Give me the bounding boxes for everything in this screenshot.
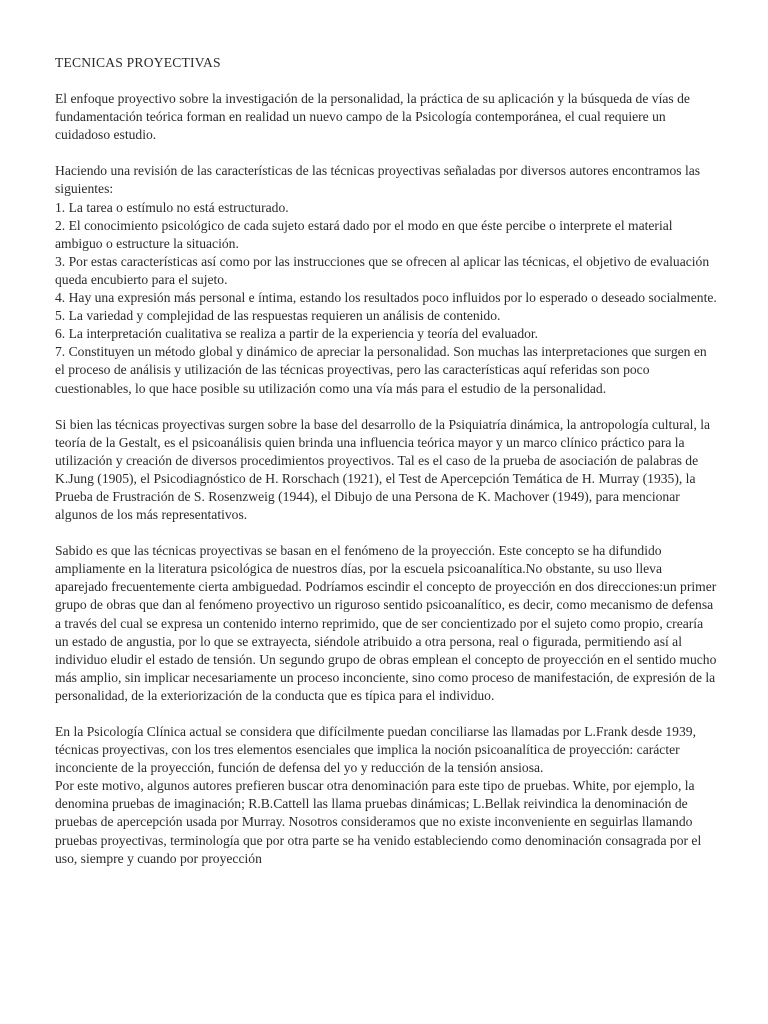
list-item: 2. El conocimiento psicológico de cada sujeto estará dado por el modo en que éste percibe o interprete el material ambiguo o estructure la situación. xyxy=(55,217,673,251)
list-item: 5. La variedad y complejidad de las respuestas requieren un análisis de contenido. xyxy=(55,308,501,324)
list-item: 3. Por estas características así como por las instrucciones que se ofrecen al aplicar las técnicas, el objetivo de evaluación queda encubierto para el sujeto. xyxy=(55,253,710,287)
list-item: 1. La tarea o estímulo no está estructurado. xyxy=(55,199,289,215)
characteristics-section xyxy=(55,162,717,397)
paragraph-origins: Si bien las técnicas proyectivas surgen sobre la base del desarrollo de la Psiquiatría dinámica, la antropología cultural, la teoría de la Gestalt, es el psicoanálisis quien brinda una influencia teórica mayor y un marco clínico práctico para la utilización y creación de diversos procedimientos proyectivos. Tal es el caso de la prueba de asociación de palabras de K.Jung (1905), el Psicodiagnóstico de H. Rorschach (1921), el Test de Apercepción Temática de H. Murray (1935), la Prueba de Frustración de S. Rosenzweig (1944), el Dibujo de una Persona de K. Machover (1949), para mencionar algunos de los más representativos. xyxy=(55,416,711,523)
paragraph-denomination: Por este motivo, algunos autores prefieren buscar otra denominación para este tipo de pruebas. White, por ejemplo, la denomina pruebas de imaginación; R.B.Cattell las llama pruebas dinámicas; L.Bellak reivindica la denominación de pruebas de apercepción usada por Murray. Nosotros consideramos que no existe inconveniente en seguirlas llamando pruebas proyectivas, terminología que por otra parte se ha venido estableciendo como denominación consagrada por el uso, siempre y cuando por proyección xyxy=(55,778,702,866)
paragraph-clinical: En la Psicología Clínica actual se considera que difícilmente puedan conciliarse las llamadas por L.Frank desde 1939, técnicas proyectivas, con los tres elementos esenciales que implica la noción psicoanalítica de proyección: carácter inconciente de la proyección, función de defensa del yo y reducción de la tensión ansiosa. xyxy=(55,724,696,776)
list-item: 7. Constituyen un método global y dinámico de apreciar la personalidad. Son muchas las interpretaciones que surgen en el proceso de análisis y utilización de las técnicas proyectivas, pero las características aquí referidas son poco cuestionables, lo que hace posible su utilización como una vía más para el estudio de la personalidad. xyxy=(55,344,707,396)
list-item: 6. La interpretación cualitativa se realiza a partir de la experiencia y teoría del evaluador. xyxy=(55,326,539,342)
list-item: 4. Hay una expresión más personal e íntima, estando los resultados poco influidos por lo esperado o deseado socialmente. xyxy=(55,290,717,306)
paragraph-intro: El enfoque proyectivo sobre la investigación de la personalidad, la práctica de su aplicación y la búsqueda de vías de fundamentación teórica forman en realidad un nuevo campo de la Psicología contemporánea, el cual requiere un cuidadoso estudio. xyxy=(55,91,690,143)
paragraph-projection: Sabido es que las técnicas proyectivas se basan en el fenómeno de la proyección. Este concepto se ha difundido ampliamente en la literatura psicológica de nuestros días, por la escuela psicoanalítica.No obstante, su uso lleva aparejado frecuentemente cierta ambiguedad. Podríamos escindir el concepto de proyección en dos direcciones:un primer grupo de obras que dan al fenómeno proyectivo un riguroso sentido psicoanalítico, es decir, como mecanismo de defensa a través del cual se expresa un contenido interno reprimido, que de ser concientizado por el sujeto como propio, crearía un estado de angustia, por lo que se extrayecta, siéndole atribuido a otra persona, real o figurada, permitiendo así al individuo eludir el estado de tensión. Un segundo grupo de obras emplean el concepto de proyección en el sentido mucho más amplio, sin implicar necesariamente un proceso inconciente, sino como proceso de manifestación, de expresión de la personalidad, de la exteriorización de la conducta que es típica para el individuo. xyxy=(55,543,717,703)
characteristics-intro: Haciendo una revisión de las características de las técnicas proyectivas señaladas por diversos autores encontramos las siguientes: xyxy=(55,163,701,197)
document-title: TECNICAS PROYECTIVAS xyxy=(55,55,221,70)
document-page xyxy=(55,54,717,868)
